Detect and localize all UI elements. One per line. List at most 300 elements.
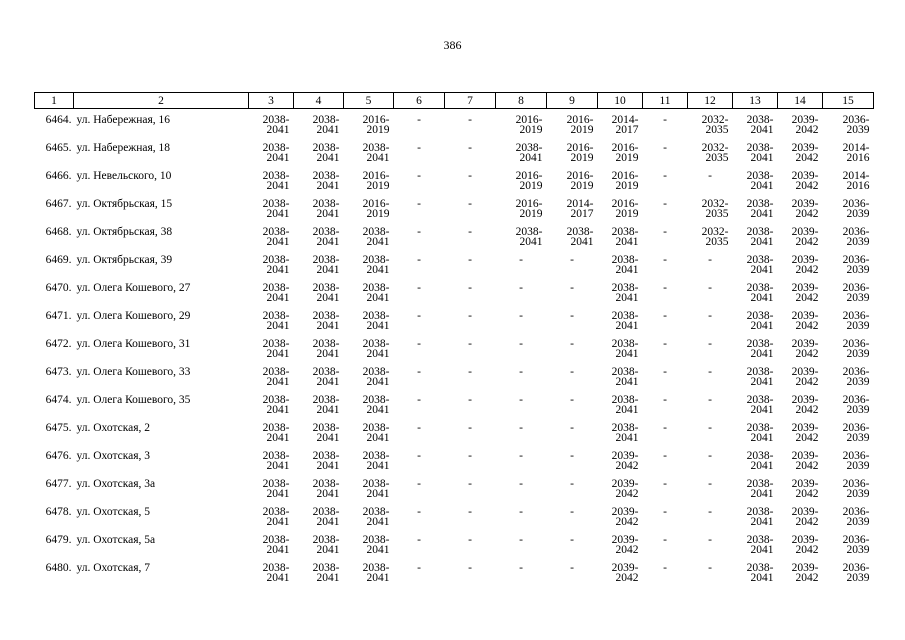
period-cell <box>249 361 294 389</box>
period-start: 2038- <box>362 225 390 238</box>
period-cell <box>547 137 598 165</box>
period-end: 2041 <box>366 263 390 276</box>
period-start: 2038- <box>611 225 639 238</box>
period-end: 2035 <box>705 235 729 248</box>
period-cell <box>823 445 874 473</box>
period-end: 2035 <box>705 207 729 220</box>
empty-cell: - <box>708 281 712 294</box>
period-end: 2041 <box>750 487 774 500</box>
empty-cell: - <box>468 561 472 574</box>
period-cell <box>778 305 823 333</box>
period-end: 2017 <box>615 124 639 136</box>
empty-cell: - <box>708 477 712 490</box>
row-number: 6470. <box>45 281 72 294</box>
period-start: 2039- <box>791 253 819 266</box>
table-row <box>35 249 874 277</box>
period-end: 2019 <box>615 151 639 164</box>
period-start: 2014- <box>566 197 594 210</box>
period-start: 2016- <box>515 114 543 126</box>
period-cell <box>344 109 394 137</box>
table-row <box>35 137 874 165</box>
period-start: 2038- <box>362 281 390 294</box>
period-cell <box>733 221 778 249</box>
period-start: 2036- <box>842 421 870 434</box>
period-start: 2038- <box>362 561 390 574</box>
period-start: 2038- <box>611 393 639 406</box>
period-cell <box>733 501 778 529</box>
column-header-1: 1 <box>35 93 74 109</box>
period-end: 2042 <box>795 319 819 332</box>
period-cell <box>294 417 344 445</box>
period-start: 2039- <box>791 309 819 322</box>
period-cell <box>733 249 778 277</box>
empty-cell: - <box>519 365 523 378</box>
period-start: 2036- <box>842 561 870 574</box>
period-start: 2038- <box>362 533 390 546</box>
row-address: ул. Олега Кошевого, 35 <box>76 393 191 406</box>
period-cell <box>294 473 344 501</box>
empty-cell: - <box>570 253 574 266</box>
period-end: 2041 <box>615 347 639 360</box>
period-start: 2038- <box>362 141 390 154</box>
period-start: 2038- <box>312 505 340 518</box>
table-row <box>35 109 874 137</box>
period-cell <box>823 305 874 333</box>
empty-cell: - <box>708 505 712 518</box>
period-end: 2041 <box>266 124 290 136</box>
period-start: 2038- <box>362 449 390 462</box>
period-end: 2016 <box>846 179 870 192</box>
empty-cell: - <box>417 253 421 266</box>
period-end: 2035 <box>705 151 729 164</box>
row-address: ул. Олега Кошевого, 31 <box>76 337 191 350</box>
period-cell <box>598 109 643 137</box>
period-end: 2042 <box>795 459 819 472</box>
period-end: 2039 <box>846 235 870 248</box>
period-start: 2038- <box>746 337 774 350</box>
empty-cell: - <box>663 281 667 294</box>
period-cell <box>733 137 778 165</box>
period-start: 2038- <box>746 141 774 154</box>
period-end: 2041 <box>366 375 390 388</box>
period-end: 2041 <box>750 263 774 276</box>
period-cell <box>778 193 823 221</box>
empty-cell: - <box>519 281 523 294</box>
period-start: 2038- <box>362 337 390 350</box>
period-cell <box>249 557 294 585</box>
empty-cell: - <box>519 561 523 574</box>
empty-cell: - <box>708 169 712 182</box>
period-start: 2038- <box>515 141 543 154</box>
period-start: 2038- <box>746 114 774 126</box>
period-cell <box>733 473 778 501</box>
period-end: 2041 <box>366 403 390 416</box>
period-start: 2038- <box>746 533 774 546</box>
empty-cell: - <box>570 421 574 434</box>
row-number: 6464. <box>45 114 72 126</box>
period-cell <box>778 137 823 165</box>
empty-cell: - <box>468 225 472 238</box>
period-start: 2038- <box>746 393 774 406</box>
empty-cell: - <box>468 533 472 546</box>
row-address: ул. Охотская, 3а <box>76 477 156 490</box>
period-start: 2036- <box>842 225 870 238</box>
period-end: 2039 <box>846 543 870 556</box>
period-end: 2039 <box>846 515 870 528</box>
period-start: 2038- <box>312 449 340 462</box>
period-cell <box>294 305 344 333</box>
period-cell <box>294 221 344 249</box>
empty-cell: - <box>570 309 574 322</box>
row-number: 6474. <box>45 393 72 406</box>
row-address: ул. Невельского, 10 <box>76 169 172 182</box>
period-cell <box>344 417 394 445</box>
period-cell <box>249 193 294 221</box>
empty-cell: - <box>468 477 472 490</box>
period-cell <box>344 193 394 221</box>
period-start: 2036- <box>842 533 870 546</box>
period-cell <box>344 249 394 277</box>
empty-cell: - <box>468 421 472 434</box>
period-cell <box>249 389 294 417</box>
period-cell <box>778 417 823 445</box>
empty-cell: - <box>663 114 667 126</box>
schedule-table <box>34 92 874 585</box>
period-cell <box>733 417 778 445</box>
period-end: 2041 <box>366 543 390 556</box>
column-header-8: 8 <box>496 93 547 109</box>
period-cell <box>294 137 344 165</box>
period-start: 2038- <box>262 169 290 182</box>
period-cell <box>823 109 874 137</box>
period-cell <box>249 445 294 473</box>
period-start: 2038- <box>312 561 340 574</box>
period-start: 2032- <box>701 197 729 210</box>
table-body <box>35 109 874 585</box>
column-header-14: 14 <box>778 93 823 109</box>
period-start: 2038- <box>262 337 290 350</box>
period-end: 2019 <box>519 207 543 220</box>
period-cell <box>249 109 294 137</box>
period-cell <box>249 165 294 193</box>
empty-cell: - <box>708 337 712 350</box>
period-end: 2041 <box>750 179 774 192</box>
period-end: 2041 <box>316 487 340 500</box>
empty-cell: - <box>663 477 667 490</box>
period-start: 2039- <box>611 477 639 490</box>
period-end: 2035 <box>705 124 729 136</box>
period-cell <box>294 557 344 585</box>
period-end: 2041 <box>316 263 340 276</box>
period-end: 2041 <box>316 347 340 360</box>
row-number: 6467. <box>45 197 72 210</box>
period-start: 2038- <box>611 281 639 294</box>
period-cell <box>688 137 733 165</box>
empty-cell: - <box>417 561 421 574</box>
period-end: 2041 <box>366 291 390 304</box>
period-end: 2041 <box>750 151 774 164</box>
period-start: 2016- <box>515 169 543 182</box>
column-header-11: 11 <box>643 93 688 109</box>
empty-cell: - <box>663 197 667 210</box>
period-start: 2038- <box>262 309 290 322</box>
period-end: 2041 <box>615 291 639 304</box>
period-cell <box>823 389 874 417</box>
row-address: ул. Охотская, 3 <box>76 449 151 462</box>
period-start: 2038- <box>312 169 340 182</box>
period-start: 2038- <box>262 477 290 490</box>
period-end: 2041 <box>266 571 290 584</box>
period-cell <box>344 501 394 529</box>
period-cell <box>547 193 598 221</box>
period-end: 2042 <box>795 263 819 276</box>
period-end: 2041 <box>750 515 774 528</box>
empty-cell: - <box>663 533 667 546</box>
period-cell <box>249 473 294 501</box>
row-number: 6480. <box>45 561 72 574</box>
period-cell <box>778 221 823 249</box>
row-address: ул. Олега Кошевого, 33 <box>76 365 191 378</box>
period-end: 2041 <box>266 403 290 416</box>
column-header-4: 4 <box>294 93 344 109</box>
period-end: 2041 <box>316 179 340 192</box>
period-start: 2038- <box>262 141 290 154</box>
period-end: 2042 <box>795 543 819 556</box>
period-start: 2039- <box>791 114 819 126</box>
period-cell <box>249 221 294 249</box>
empty-cell: - <box>519 253 523 266</box>
period-end: 2041 <box>366 571 390 584</box>
row-address: ул. Октябрьская, 38 <box>76 225 173 238</box>
column-header-6: 6 <box>394 93 445 109</box>
period-end: 2039 <box>846 571 870 584</box>
period-end: 2041 <box>366 431 390 444</box>
period-start: 2038- <box>262 533 290 546</box>
period-end: 2041 <box>366 151 390 164</box>
period-cell <box>778 501 823 529</box>
empty-cell: - <box>468 449 472 462</box>
period-cell <box>344 221 394 249</box>
empty-cell: - <box>468 281 472 294</box>
period-start: 2038- <box>746 309 774 322</box>
table-row <box>35 501 874 529</box>
table-row <box>35 417 874 445</box>
column-header-9: 9 <box>547 93 598 109</box>
period-start: 2036- <box>842 505 870 518</box>
period-start: 2038- <box>312 281 340 294</box>
period-end: 2041 <box>316 571 340 584</box>
period-end: 2042 <box>795 151 819 164</box>
empty-cell: - <box>663 337 667 350</box>
period-start: 2036- <box>842 281 870 294</box>
period-end: 2042 <box>615 571 639 584</box>
row-number: 6479. <box>45 533 72 546</box>
period-cell <box>778 529 823 557</box>
period-end: 2042 <box>795 431 819 444</box>
period-end: 2042 <box>795 571 819 584</box>
period-end: 2041 <box>316 459 340 472</box>
period-end: 2041 <box>750 207 774 220</box>
row-address: ул. Охотская, 5 <box>76 505 151 518</box>
period-end: 2041 <box>750 431 774 444</box>
period-end: 2042 <box>795 235 819 248</box>
period-start: 2038- <box>262 114 290 126</box>
period-cell <box>344 361 394 389</box>
period-end: 2039 <box>846 431 870 444</box>
period-start: 2039- <box>791 533 819 546</box>
table-row <box>35 473 874 501</box>
empty-cell: - <box>417 169 421 182</box>
period-cell <box>778 389 823 417</box>
period-cell <box>294 501 344 529</box>
empty-cell: - <box>417 281 421 294</box>
period-end: 2042 <box>795 515 819 528</box>
period-start: 2038- <box>312 393 340 406</box>
empty-cell: - <box>663 309 667 322</box>
period-cell <box>733 305 778 333</box>
empty-cell: - <box>468 169 472 182</box>
period-start: 2038- <box>262 449 290 462</box>
period-cell <box>294 333 344 361</box>
period-start: 2038- <box>262 281 290 294</box>
table-row <box>35 193 874 221</box>
period-cell <box>598 137 643 165</box>
period-start: 2038- <box>746 365 774 378</box>
row-address: ул. Набережная, 18 <box>76 141 171 154</box>
period-cell <box>598 417 643 445</box>
table-row <box>35 165 874 193</box>
period-start: 2038- <box>262 253 290 266</box>
period-end: 2041 <box>615 319 639 332</box>
empty-cell: - <box>570 561 574 574</box>
period-start: 2038- <box>611 309 639 322</box>
empty-cell: - <box>708 253 712 266</box>
period-cell <box>733 529 778 557</box>
period-start: 2038- <box>515 225 543 238</box>
period-cell <box>733 557 778 585</box>
period-end: 2041 <box>615 375 639 388</box>
period-cell <box>294 361 344 389</box>
empty-cell: - <box>570 337 574 350</box>
period-end: 2041 <box>615 431 639 444</box>
period-cell <box>778 249 823 277</box>
period-start: 2038- <box>312 365 340 378</box>
period-cell <box>598 249 643 277</box>
period-start: 2038- <box>262 365 290 378</box>
period-start: 2038- <box>746 253 774 266</box>
empty-cell: - <box>519 477 523 490</box>
period-start: 2039- <box>791 365 819 378</box>
period-start: 2039- <box>611 561 639 574</box>
period-start: 2038- <box>746 561 774 574</box>
empty-cell: - <box>663 505 667 518</box>
period-start: 2036- <box>842 114 870 126</box>
period-start: 2039- <box>791 281 819 294</box>
period-start: 2039- <box>791 225 819 238</box>
period-end: 2016 <box>846 151 870 164</box>
table-row <box>35 445 874 473</box>
empty-cell: - <box>663 365 667 378</box>
period-start: 2036- <box>842 337 870 350</box>
period-start: 2038- <box>312 114 340 126</box>
period-end: 2041 <box>316 375 340 388</box>
period-cell <box>344 557 394 585</box>
period-end: 2042 <box>795 207 819 220</box>
period-start: 2038- <box>262 561 290 574</box>
period-end: 2042 <box>795 375 819 388</box>
period-cell <box>598 333 643 361</box>
empty-cell: - <box>417 225 421 238</box>
empty-cell: - <box>519 505 523 518</box>
period-cell <box>688 193 733 221</box>
period-end: 2019 <box>366 124 390 136</box>
period-start: 2039- <box>791 393 819 406</box>
empty-cell: - <box>417 197 421 210</box>
period-cell <box>823 361 874 389</box>
period-cell <box>344 305 394 333</box>
column-header-10: 10 <box>598 93 643 109</box>
period-cell <box>778 165 823 193</box>
period-end: 2019 <box>615 207 639 220</box>
period-start: 2039- <box>791 337 819 350</box>
period-end: 2041 <box>615 235 639 248</box>
period-end: 2041 <box>366 319 390 332</box>
row-address: ул. Октябрьская, 39 <box>76 253 173 266</box>
period-cell <box>823 557 874 585</box>
period-start: 2038- <box>746 505 774 518</box>
period-start: 2038- <box>362 309 390 322</box>
period-cell <box>294 389 344 417</box>
period-start: 2016- <box>362 114 390 126</box>
empty-cell: - <box>417 477 421 490</box>
period-start: 2038- <box>312 337 340 350</box>
empty-cell: - <box>519 337 523 350</box>
table-row <box>35 361 874 389</box>
period-start: 2014- <box>842 141 870 154</box>
period-start: 2038- <box>611 365 639 378</box>
period-end: 2041 <box>266 459 290 472</box>
period-end: 2041 <box>316 151 340 164</box>
period-end: 2041 <box>316 543 340 556</box>
period-start: 2038- <box>312 533 340 546</box>
empty-cell: - <box>570 393 574 406</box>
period-end: 2039 <box>846 459 870 472</box>
period-end: 2041 <box>750 291 774 304</box>
period-end: 2041 <box>615 263 639 276</box>
period-cell <box>598 529 643 557</box>
empty-cell: - <box>663 225 667 238</box>
period-end: 2041 <box>366 347 390 360</box>
period-end: 2042 <box>795 179 819 192</box>
period-cell <box>496 193 547 221</box>
empty-cell: - <box>468 337 472 350</box>
period-end: 2019 <box>519 179 543 192</box>
period-cell <box>823 333 874 361</box>
empty-cell: - <box>417 141 421 154</box>
period-cell <box>249 417 294 445</box>
period-start: 2016- <box>611 141 639 154</box>
period-start: 2038- <box>362 393 390 406</box>
period-cell <box>344 445 394 473</box>
period-end: 2039 <box>846 291 870 304</box>
period-cell <box>249 249 294 277</box>
period-cell <box>733 193 778 221</box>
period-end: 2039 <box>846 124 870 136</box>
period-start: 2038- <box>746 225 774 238</box>
period-start: 2039- <box>791 197 819 210</box>
period-cell <box>294 165 344 193</box>
period-start: 2038- <box>312 309 340 322</box>
